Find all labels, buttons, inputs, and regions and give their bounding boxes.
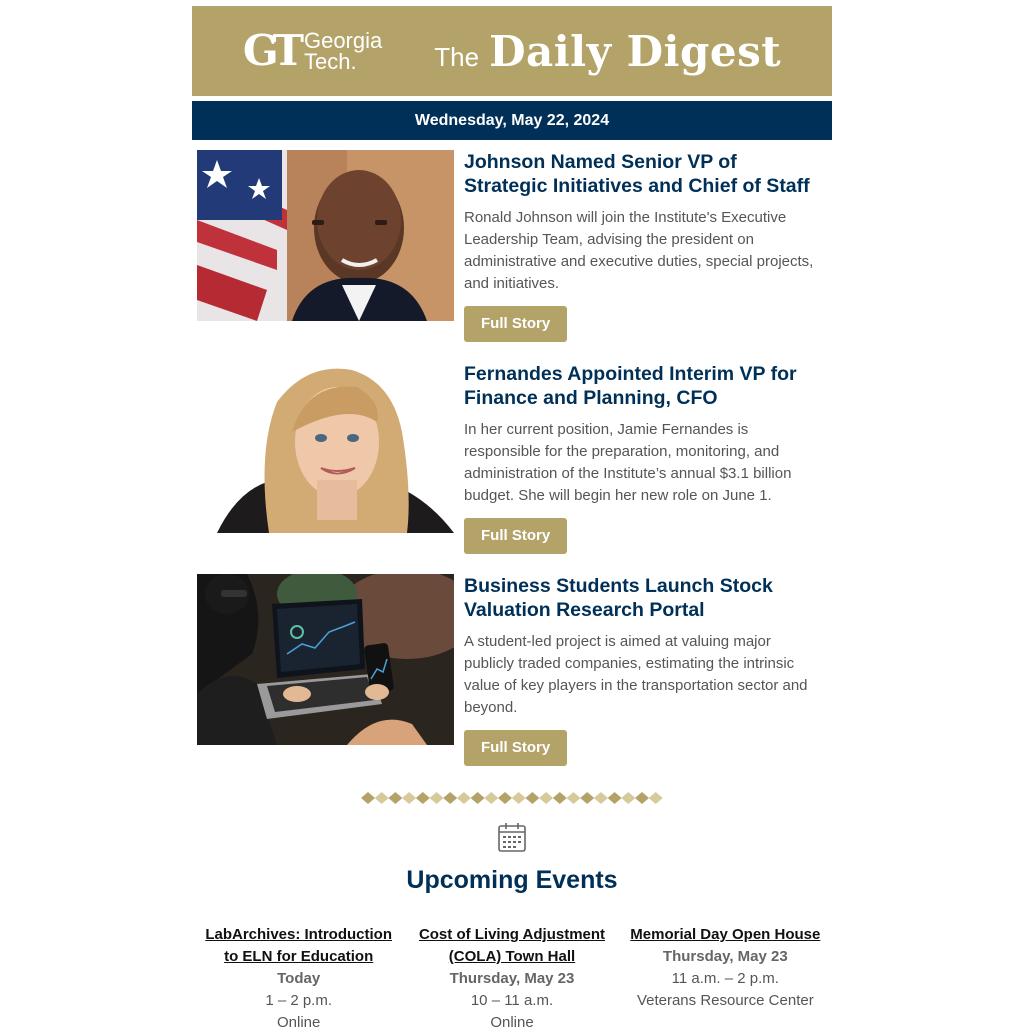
story-body [464,574,824,766]
story-body [464,362,824,554]
story-image-fernandes[interactable] [197,362,454,533]
event-title-link[interactable]: Memorial Day Open House [630,926,821,943]
story-item [192,564,832,776]
divider-diamond [416,792,430,804]
divider-diamond [361,792,375,804]
event-item [619,924,832,1034]
event-time: 11 a.m. – 2 p.m. [671,970,779,987]
diamond-divider [361,790,663,806]
event-date: Thursday, May 23 [662,948,788,965]
story-title[interactable]: Business Students Launch Stock Valuation Research Portal [464,575,773,621]
divider-diamond [457,792,471,804]
story-item [192,140,832,352]
event-title-link[interactable]: LabArchives: Introduction to ELN for Education [205,926,392,965]
story-summary: A student-led project is aimed at valuing major publicly traded companies, estimating the intrinsic value of key players in the transportation sector and beyond. [464,633,808,716]
events-list [192,924,832,1034]
divider-diamond [484,792,498,804]
divider-diamond [430,792,444,804]
story-item [192,352,832,564]
divider-diamond [553,792,567,804]
gt-monogram: GT [242,26,298,75]
divider-diamond [539,792,553,804]
event-item [192,924,405,1034]
event-date: Thursday, May 23 [449,970,575,987]
divider-diamond [567,792,581,804]
divider-diamond [649,792,663,804]
divider-diamond [621,792,635,804]
divider-diamond [635,792,649,804]
divider-diamond [402,792,416,804]
event-time: 1 – 2 p.m. [265,992,333,1009]
event-item [405,924,618,1034]
portrait-woman-image [197,362,454,533]
masthead [192,6,832,96]
event-location: Online [276,1014,321,1031]
full-story-button[interactable]: Full Story [464,518,567,554]
divider-diamond [608,792,622,804]
event-time: 10 – 11 a.m. [470,992,554,1009]
event-location: Veterans Resource Center [636,992,814,1009]
story-title[interactable]: Johnson Named Senior VP of Strategic Initiatives and Chief of Staff [464,151,810,197]
newsletter [192,6,832,776]
story-image-stock-portal[interactable] [197,574,454,745]
divider-diamond [580,792,594,804]
newsletter-title [434,27,781,76]
divider-diamond [525,792,539,804]
title-prefix: The [434,41,480,72]
story-body [464,150,824,342]
divider-diamond [388,792,402,804]
logo-wordmark [304,30,382,72]
event-title-link[interactable]: Cost of Living Adjustment (COLA) Town Hall [418,926,606,965]
title-main: Daily Digest [489,26,782,76]
logo-line-2: Tech. [303,49,357,74]
story-title[interactable]: Fernandes Appointed Interim VP for Finance and Planning, CFO [464,363,797,409]
issue-date: Wednesday, May 22, 2024 [192,101,832,140]
full-story-button[interactable]: Full Story [464,730,567,766]
story-summary: In her current position, Jamie Fernandes is responsible for the preparation, monitoring, and administration of the Institute’s annual $3.1 billion budget. She will begin her new role on June 1. [464,421,792,504]
divider-diamond [375,792,389,804]
full-story-button[interactable]: Full Story [464,306,567,342]
event-date: Today [277,970,321,987]
divider-diamond [498,792,512,804]
divider-diamond [512,792,526,804]
divider-diamond [594,792,608,804]
portrait-man-flag-image [197,150,454,321]
laptop-phone-charts-image [197,574,454,745]
calendar-icon [497,821,527,853]
story-image-johnson[interactable] [197,150,454,321]
story-summary: Ronald Johnson will join the Institute's Executive Leadership Team, advising the president on administrative and executive duties, special projects, and initiatives. [464,209,814,292]
georgia-tech-logo[interactable] [242,26,383,75]
logo-line-1: Georgia [303,28,383,53]
divider-diamond [471,792,485,804]
divider-diamond [443,792,457,804]
events-heading: Upcoming Events [406,866,618,894]
event-location: Online [490,1014,534,1031]
